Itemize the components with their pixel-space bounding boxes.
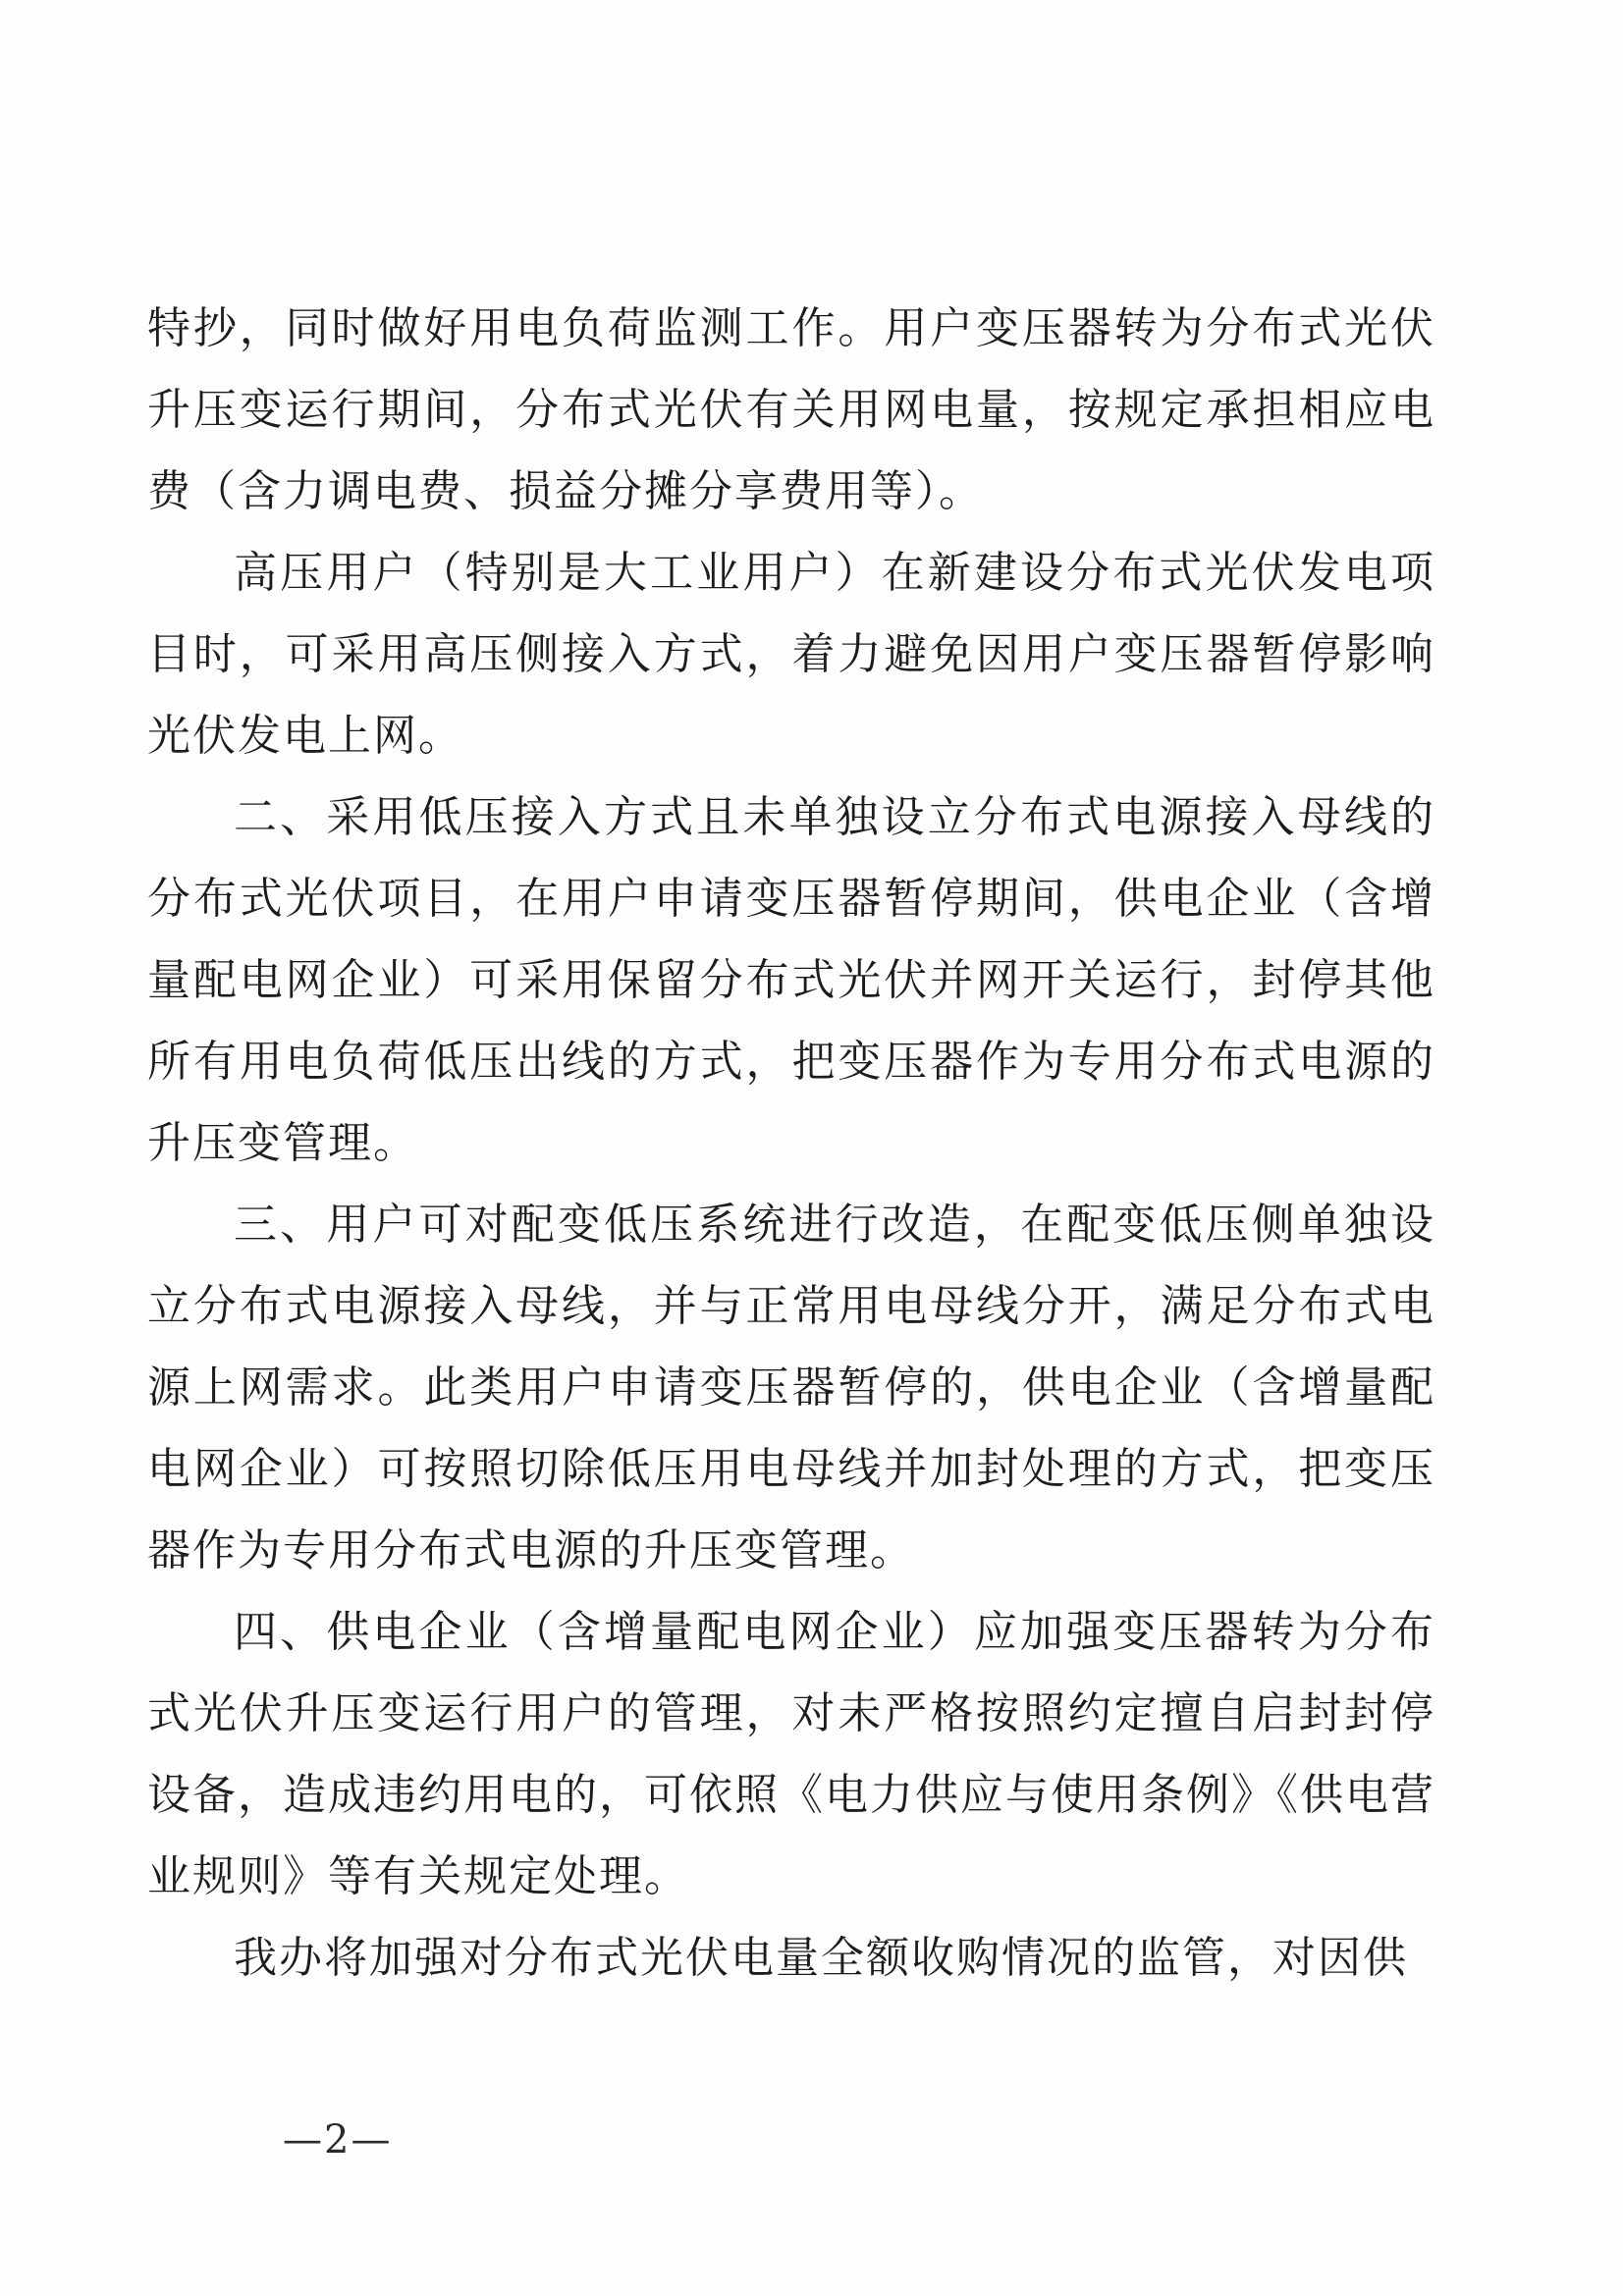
- paragraph-item-2-low-voltage-access: 二、采用低压接入方式且未单独设立分布式电源接入母线的分布式光伏项目，在用户申请变压器暂停期间，供电企业（含增量配电网企业）可采用保留分布式光伏并网开关运行，封停其他所有用电负荷低压出线的方式，把变压器作为专用分布式电源的升压变管理。: [147, 792, 1435, 1168]
- paragraph-supervision-continued: 我办将加强对分布式光伏电量全额收购情况的监管，对因供: [234, 1933, 1408, 1983]
- document-body-text: [147, 288, 1435, 1999]
- paragraph-item-3-system-retrofit: 三、用户可对配变低压系统进行改造，在配变低压侧单独设立分布式电源接入母线，并与正常用电母线分开，满足分布式电源上网需求。此类用户申请变压器暂停的，供电企业（含增量配电网企业）可按照切除低压用电母线并加封处理的方式，把变压器作为专用分布式电源的升压变管理。: [147, 1200, 1435, 1575]
- page-number: —2—: [283, 2117, 393, 2163]
- paragraph-continuation-fees: 特抄，同时做好用电负荷监测工作。用户变压器转为分布式光伏升压变运行期间，分布式光伏有关用网电量，按规定承担相应电费（含力调电费、损益分摊分享费用等）。: [147, 303, 1435, 516]
- paragraph-high-voltage-users: 高压用户（特别是大工业用户）在新建设分布式光伏发电项目时，可采用高压侧接入方式，着力避免因用户变压器暂停影响光伏发电上网。: [147, 548, 1435, 761]
- paragraph-item-4-utility-management: 四、供电企业（含增量配电网企业）应加强变压器转为分布式光伏升压变运行用户的管理，对未严格按照约定擅自启封封停设备，造成违约用电的，可依照《电力供应与使用条例》《供电营业规则》等有关规定处理。: [147, 1607, 1435, 1901]
